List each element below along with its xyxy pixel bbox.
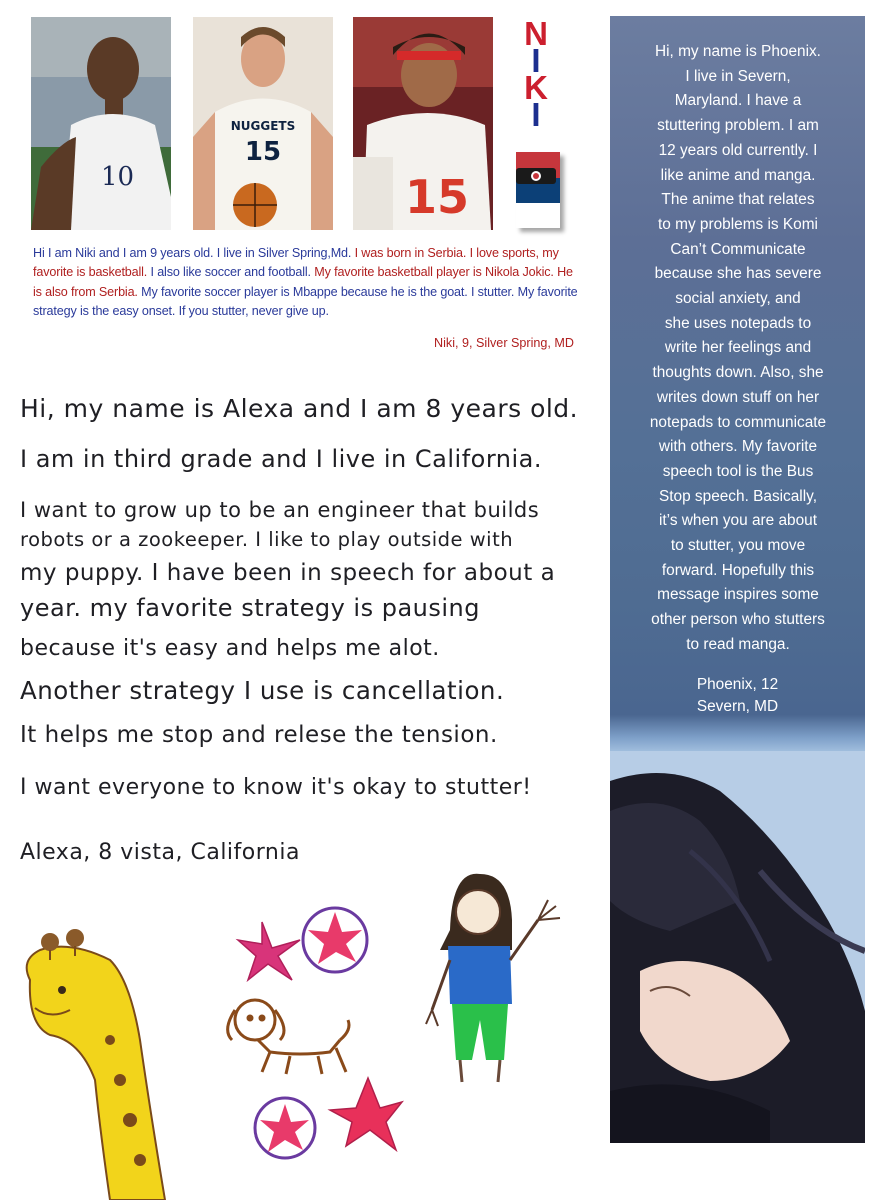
phoenix-message-line: because she has severe <box>654 265 822 283</box>
alexa-line-1: Hi, my name is Alexa and I am 8 years old. <box>20 394 579 423</box>
phoenix-message-line: social anxiety, and <box>675 290 801 308</box>
puppy-drawing <box>228 1000 349 1074</box>
alexa-line-8: Another strategy I use is cancellation. <box>20 676 505 705</box>
niki-signature: Niki, 9, Silver Spring, MD <box>434 336 574 350</box>
niki-name-letters <box>514 15 558 133</box>
jersey-number-15: 15 <box>244 137 282 167</box>
basketball-player-photo <box>193 17 333 230</box>
jersey-number-15: 15 <box>404 170 470 224</box>
phoenix-message-line: other person who stutters <box>651 611 825 629</box>
niki-bio-part: My favorite basketball player is Nikola Jokic. He is also from Serbia. <box>33 265 573 299</box>
name-letter-k: K <box>524 69 548 106</box>
serbia-flag-icon <box>516 152 560 228</box>
jersey-number-10: 10 <box>101 162 135 192</box>
alexa-line-3: I want to grow up to be an engineer that builds <box>20 498 540 522</box>
name-letter-i: I <box>531 96 541 133</box>
phoenix-signature <box>610 674 865 718</box>
niki-bio-part: Hi I am Niki and I am 9 years old. I live in Silver Spring,Md. <box>33 246 355 260</box>
alexa-line-6: year. my favorite strategy is pausing <box>20 594 480 622</box>
phoenix-message-line: writes down stuff on her <box>656 388 820 406</box>
phoenix-message-line: Maryland. I have a <box>674 92 802 110</box>
circled-star-drawing <box>255 1098 315 1158</box>
anime-character-illustration <box>610 751 865 1143</box>
phoenix-message-line: Hi, my name is Phoenix. <box>655 43 821 60</box>
phoenix-message-line: with others. My favorite <box>658 438 818 456</box>
phoenix-message-line: to my problems is Komi <box>658 215 818 233</box>
phoenix-signature-name: Phoenix, 12 <box>696 676 779 693</box>
phoenix-message-line: The anime that relates <box>661 191 815 209</box>
phoenix-signature-place: Severn, MD <box>696 698 779 715</box>
alexa-drawings <box>0 860 610 1200</box>
alexa-line-2: I am in third grade and I live in California. <box>20 445 542 473</box>
child-figure-drawing <box>426 874 560 1082</box>
alexa-line-10: I want everyone to know it's okay to stutter! <box>20 775 532 800</box>
phoenix-message-line: to stutter, you move <box>670 537 806 555</box>
phoenix-message-line: message inspires some <box>657 586 819 604</box>
giraffe-drawing <box>27 929 165 1200</box>
phoenix-message-line: notepads to communicate <box>649 413 827 431</box>
phoenix-message-line: she uses notepads to <box>664 314 812 332</box>
phoenix-message-line: 12 years old currently. I <box>658 141 818 159</box>
phoenix-message-line: thoughts down. Also, she <box>652 364 824 382</box>
phoenix-message <box>624 40 852 658</box>
phoenix-message-line: like anime and manga. <box>660 166 816 184</box>
niki-bio-part: My favorite soccer player is Mbappe because he is the goat. <box>141 284 471 299</box>
phoenix-message-line: stuttering problem. I am <box>657 117 819 135</box>
alexa-line-5: my puppy. I have been in speech for about a <box>20 560 556 586</box>
phoenix-message-line: Stop speech. Basically, <box>659 487 817 505</box>
niki-bio-part: I was born in Serbia. I love sports, my favorite is basketball. <box>33 246 559 280</box>
alexa-signature: Alexa, 8 vista, California <box>20 840 300 865</box>
phoenix-message-line: I live in Severn, <box>685 67 791 85</box>
phoenix-message-line: speech tool is the Bus <box>662 462 814 480</box>
alexa-line-7: because it's easy and helps me alot. <box>20 636 440 661</box>
niki-bio <box>33 244 578 321</box>
name-letter-n: N <box>524 15 548 52</box>
star-drawing <box>238 922 300 980</box>
football-player-photo <box>353 17 493 230</box>
niki-bio-part: I also like soccer and football. <box>150 265 315 280</box>
circled-star-drawing <box>303 908 367 972</box>
phoenix-message-line: it’s when you are about <box>658 512 817 530</box>
soccer-player-photo <box>31 17 171 230</box>
phoenix-message-line: forward. Hopefully this <box>661 561 815 579</box>
jersey-text-nuggets: NUGGETS <box>230 119 296 133</box>
phoenix-message-line: to read manga. <box>686 635 790 653</box>
niki-bio-part: I stutter. My favorite strategy is the easy onset. If you stutter, never give up. <box>33 284 578 318</box>
phoenix-panel <box>610 16 865 1143</box>
star-drawing <box>330 1078 402 1150</box>
phoenix-message-line: write her feelings and <box>664 339 812 357</box>
alexa-line-4: robots or a zookeeper. I like to play outside with <box>20 528 514 551</box>
phoenix-message-line: Can’t Communicate <box>670 240 806 258</box>
alexa-line-9: It helps me stop and relese the tension. <box>20 722 498 748</box>
name-letter-i: I <box>531 42 541 79</box>
